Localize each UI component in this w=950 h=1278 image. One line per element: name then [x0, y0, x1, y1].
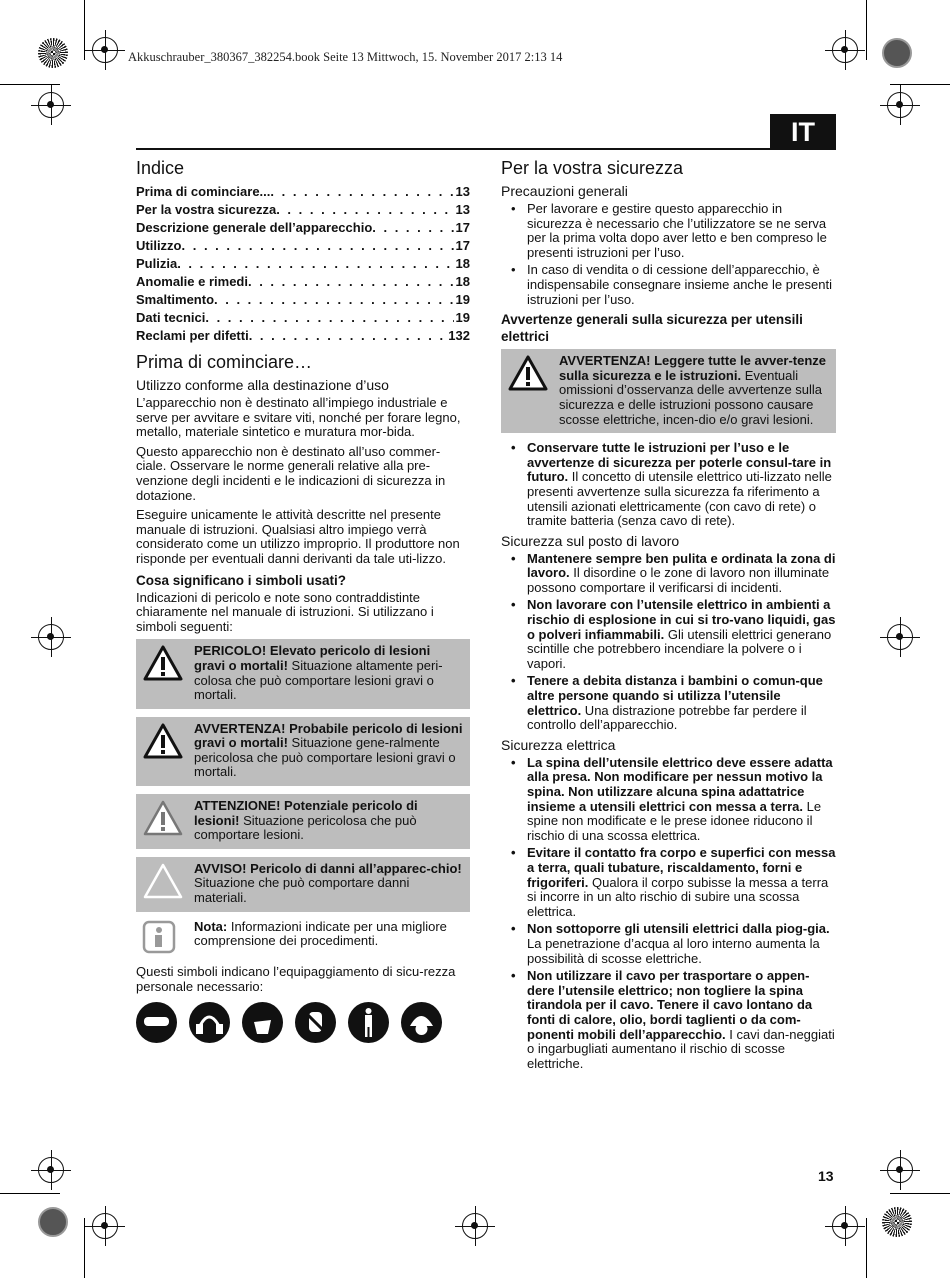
protective-clothing-icon [348, 1002, 389, 1043]
list [501, 552, 836, 733]
registration-mark-icon [887, 624, 913, 650]
toc-entry[interactable]: Descrizione generale dell’apparecchio . . . 17 [136, 219, 470, 237]
danger-box: PERICOLO! Elevato pericolo di lesioni gravi o mortali! Situazione altamente peri-colosa che può comportare lesioni gravi o mortali. [136, 639, 470, 708]
dust-mask-icon [242, 1002, 283, 1043]
list-item: • In caso di vendita o di cessione dell’apparecchio, è indispensabile consegnare insieme anche le presenti istruzioni per l’uso. [501, 263, 836, 307]
warning-box: AVVERTENZA! Probabile pericolo di lesioni gravi o mortali! Situazione gene-ralmente pericolosa che può comportare lesioni gravi o mortali. [136, 717, 470, 786]
toc-entry[interactable]: Smaltimento . . . 19 [136, 291, 470, 309]
subsection-heading: Avvertenze generali sulla sicurezza per utensili elettrici [501, 312, 803, 345]
registration-dot-icon [882, 38, 912, 68]
paragraph: Eseguire unicamente le attività descritte nel presente manuale di istruzioni. Qualsiasi altro impiego verrà considerato come un utilizzo improprio. Il produttore non risponde per eventuali danni derivanti da tale uti-lizzo. [136, 507, 460, 566]
registration-mark-icon [462, 1213, 488, 1239]
note-box: Nota: Informazioni indicate per una migliore comprensione dei procedimenti. [136, 920, 470, 958]
toc-title: Indice [136, 158, 185, 178]
registration-mark-icon [92, 1213, 118, 1239]
crop-mark [866, 1218, 867, 1278]
caution-box: ATTENZIONE! Potenziale pericolo di lesioni! Situazione pericolosa che può comportare lesioni. [136, 794, 470, 849]
toc-entry[interactable]: Per la vostra sicurezza . . . 13 [136, 201, 470, 219]
goggles-icon [136, 1002, 177, 1043]
paragraph: Questi simboli indicano l’equipaggiamento di sicu-rezza personale necessario: [136, 964, 456, 994]
toc-entry[interactable]: Anomalie e rimedi . . . 18 [136, 273, 470, 291]
hair-net-icon [401, 1002, 442, 1043]
list-item: • Mantenere sempre ben pulita e ordinata la zona di lavoro. Il disordine o le zone di lavoro non illuminate possono comportare il verificarsi di incidenti. [501, 552, 836, 596]
header-rule [136, 148, 776, 150]
danger-warning-icon [142, 644, 188, 702]
subsection-heading: Sicurezza elettrica [501, 736, 616, 753]
subsection-heading: Precauzioni generali [501, 183, 628, 199]
registration-mark-icon [887, 92, 913, 118]
registration-mark-icon [38, 624, 64, 650]
crop-mark [866, 0, 867, 60]
subsection-heading: Sicurezza sul posto di lavoro [501, 532, 680, 549]
crop-mark [890, 84, 950, 85]
ear-protection-icon [189, 1002, 230, 1043]
registration-mark-icon [887, 1157, 913, 1183]
warning-box: AVVERTENZA! Leggere tutte le avver-tenze sulla sicurezza e le istruzioni. Eventuali omissioni d’osservanza delle avvertenze sulla sicurezza e delle istruzioni possono causare scosse elettriche, incen-dio e/o gravi lesioni. [501, 349, 836, 433]
list [501, 202, 836, 307]
toc-entry[interactable]: Prima di cominciare... . . . 13 [136, 183, 470, 201]
registration-mark-icon [38, 1157, 64, 1183]
toc-entry[interactable]: Pulizia . . . 18 [136, 255, 470, 273]
registration-mark-icon [832, 37, 858, 63]
notice-icon [142, 862, 188, 906]
registration-mark-icon [832, 1213, 858, 1239]
info-icon [142, 920, 188, 958]
list [501, 756, 836, 1071]
list-item: • Per lavorare e gestire questo apparecchio in sicurezza è necessario che l’utilizzatore se ne serva per la prima volta dopo aver letto e ben compreso le presenti istruzioni per l’uso. [501, 202, 836, 260]
subsection-heading: Utilizzo conforme alla destinazione d’uso [136, 377, 389, 393]
paragraph: Questo apparecchio non è destinato all’uso commer-ciale. Osservare le norme generali relative alla pre-venzione degli incidenti e le indicazioni di sicurezza in dotazione. [136, 443, 446, 503]
list-item: • Non sottoporre gli utensili elettrici dalla piog-gia. La penetrazione d’acqua al loro interno aumenta la possibilità di scosse elettriche. [501, 922, 836, 966]
language-tab: IT [770, 114, 836, 150]
no-gloves-icon [295, 1002, 336, 1043]
crop-mark [890, 1193, 950, 1194]
list-item: • Evitare il contatto fra corpo e superfici con messa a terra, quali tubature, riscaldamento, forni e frigoriferi. Qualora il corpo subisse la messa a terra si incorre in un alto rischio di subire una scossa elettrica. [501, 846, 836, 919]
section-heading: Per la vostra sicurezza [501, 158, 684, 178]
page-number: 13 [818, 1168, 834, 1184]
registration-dot-icon [38, 1207, 68, 1237]
ppe-icons [136, 1002, 470, 1043]
registration-star-icon [38, 38, 68, 68]
warning-icon [507, 354, 553, 427]
paragraph: Indicazioni di pericolo e note sono contraddistinte chiaramente nel manuale di istruzioni. Si utilizzano i simboli seguenti: [136, 589, 434, 634]
list-item: • Non utilizzare il cavo per trasportare o appen-dere l’utensile elettrico; non togliere la spina tirandola per il cavo. Tenere il cavo lontano da fonti di calore, olio, bordi taglienti o da com-ponenti mobili dell’apparecchio. I cavi dan-neggiati o ingarbugliati aumentano il rischio di scosse elettriche. [501, 969, 836, 1071]
paragraph: L’apparecchio non è destinato all’impiego industriale e serve per avvitare e svitare viti, nonché per forare legno, metallo, materiale sintetico e muratura mor-bida. [136, 395, 461, 440]
warning-icon [142, 722, 188, 780]
toc-entry[interactable]: Utilizzo . . . 17 [136, 237, 470, 255]
right-column [501, 157, 836, 1075]
list [501, 441, 836, 529]
toc [136, 183, 470, 345]
crop-mark [84, 0, 85, 60]
list-item: • Conservare tutte le istruzioni per l’uso e le avvertenze di sicurezza per poterle consul-tare in futuro. Il concetto di utensile elettrico uti-lizzato nelle presenti avvertenze sulla sicurezza fa riferimento a utensili azionati elettricamente (con cavo di rete) o tramite batteria (senza cavo di rete). [501, 441, 836, 529]
registration-mark-icon [92, 37, 118, 63]
registration-star-icon [882, 1207, 912, 1237]
toc-entry[interactable]: Reclami per difetti . . . 132 [136, 327, 470, 345]
list-item: • Non lavorare con l’utensile elettrico in ambienti a rischio di esplosione in cui si tro-vano liquidi, gas o polveri infiammabili. Gli utensili elettrici generano scintille che potrebbero incendiare la polvere o i vapori. [501, 598, 836, 671]
left-column [136, 157, 470, 1043]
notice-box: AVVISO! Pericolo di danni all’apparec-chio! Situazione che può comportare danni materiali. [136, 857, 470, 912]
print-header: Akkuschrauber_380367_382254.book Seite 13 Mittwoch, 15. November 2017 2:13 14 [128, 50, 563, 64]
list-item: • La spina dell’utensile elettrico deve essere adatta alla presa. Non modificare per nessun motivo la spina. Non utilizzare alcuna spina adattatrice insieme a utensili elettrici con messa a terra. Le spine non modificate e le prese idonee riducono il rischio di una scossa elettrica. [501, 756, 836, 844]
section-heading: Prima di cominciare… [136, 352, 313, 372]
toc-entry[interactable]: Dati tecnici . . . 19 [136, 309, 470, 327]
crop-mark [84, 1218, 85, 1278]
crop-mark [0, 1193, 60, 1194]
subsection-heading: Cosa significano i simboli usati? [136, 572, 347, 588]
registration-mark-icon [38, 92, 64, 118]
list-item: • Tenere a debita distanza i bambini o comun-que altre persone quando si utilizza l’utensile elettrico. Una distrazione potrebbe far perdere il controllo dell’apparecchio. [501, 674, 836, 732]
caution-icon [142, 799, 188, 843]
